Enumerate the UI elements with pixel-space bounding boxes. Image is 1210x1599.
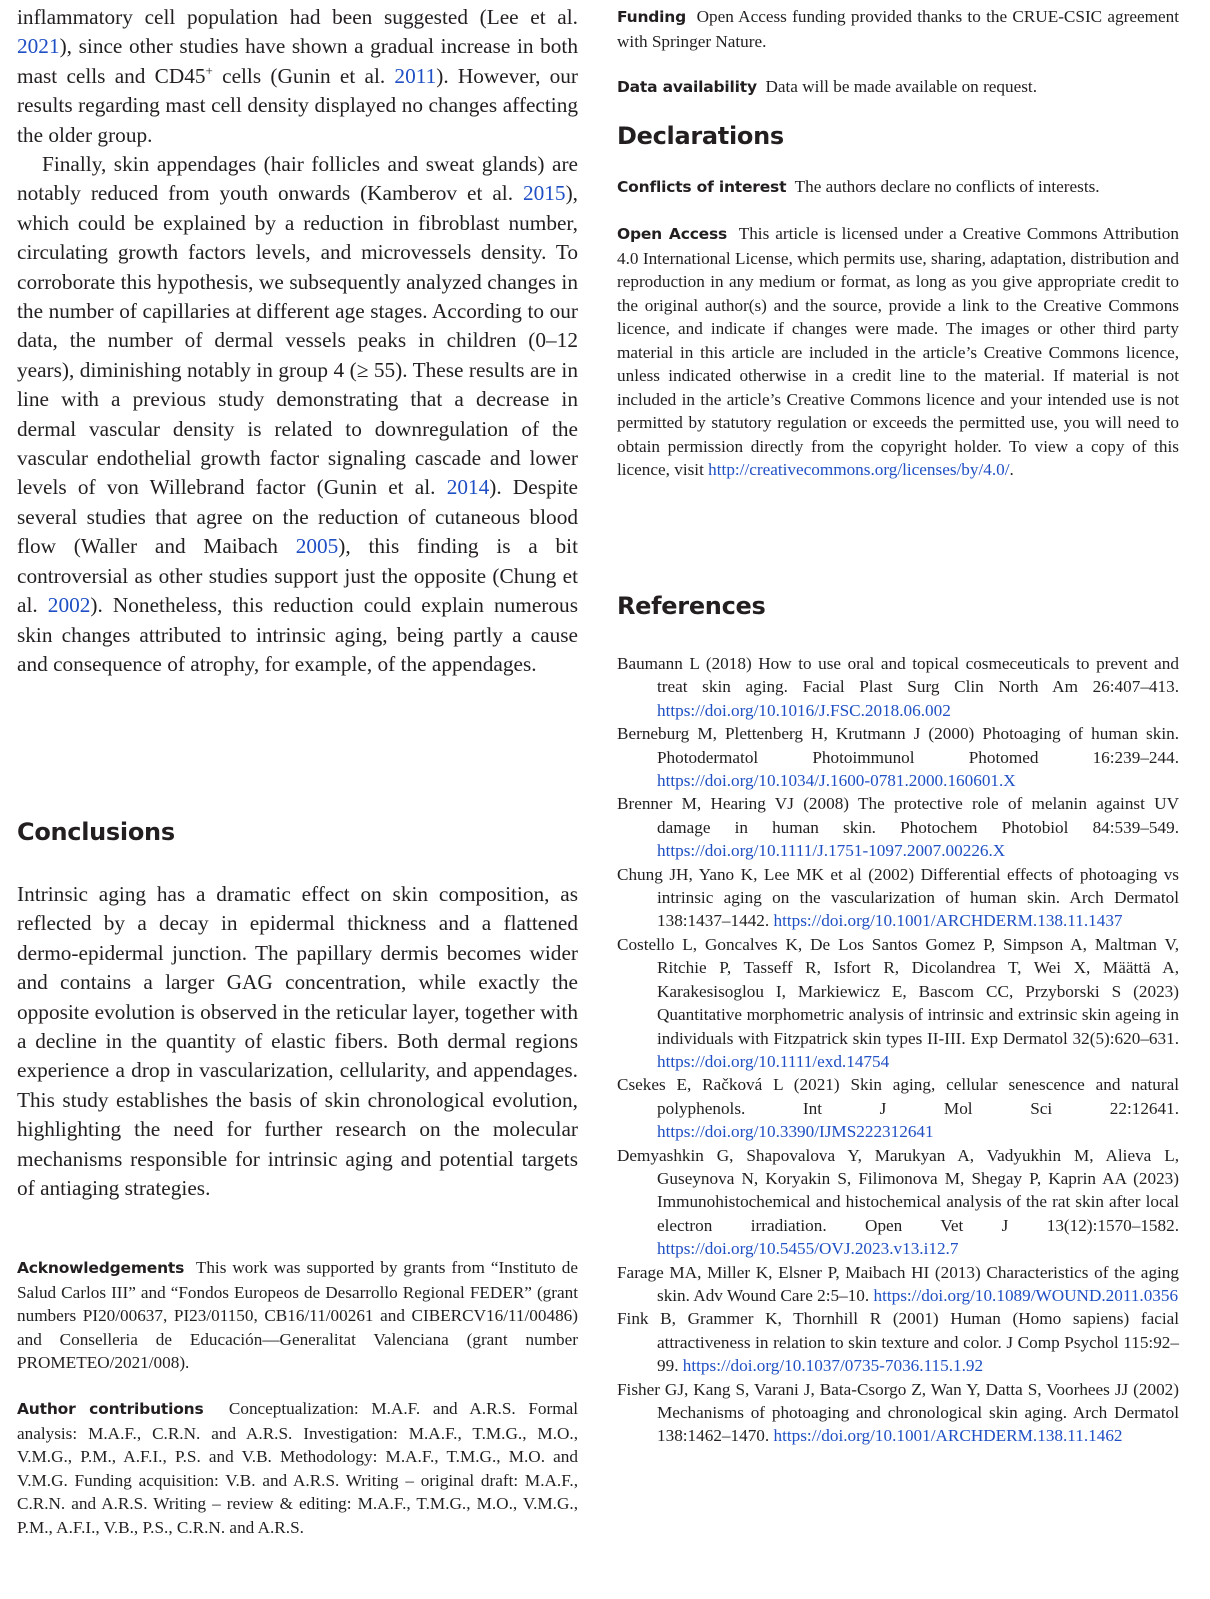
reference-item (617, 652, 1179, 722)
superscript: + (205, 62, 213, 78)
acknowledgements-label: Acknowledgements (17, 1259, 185, 1277)
conclusions-text: Intrinsic aging has a dramatic effect on skin composition, as reflected by a decay in epidermal thickness and a flattened dermo-epidermal junction. The papillary dermis becomes wider and contains a larger GAG concentration, while exactly the opposite evolution is observed in the reticular layer, together with a decline in the quantity of elastic fibers. Both dermal regions experience a drop in vascularization, cellularity, and appendages. This study establishes the basis of skin chronological evolution, highlighting the need for further research on the molecular mechanisms responsible for intrinsic aging and potential targets of antiaging strategies. (17, 882, 578, 1201)
reference-item (617, 1144, 1179, 1261)
reference-text: Csekes E, Račková L (2021) Skin aging, cellular senescence and natural polyphenols. Int J Mol Sci 22:12641. (617, 1075, 1179, 1118)
licence-link[interactable]: http://creativecommons.org/licenses/by/4.0/ (708, 460, 1010, 479)
citation-link[interactable]: 2011 (394, 63, 437, 88)
reference-item (617, 792, 1179, 862)
funding-label: Funding (617, 8, 687, 26)
reference-item (617, 1378, 1179, 1448)
author-contributions (17, 1397, 578, 1539)
reference-item (617, 863, 1179, 933)
reference-doi-link[interactable]: https://doi.org/10.1001/ARCHDERM.138.11.1437 (773, 911, 1123, 931)
reference-text: Brenner M, Hearing VJ (2008) The protective role of melanin against UV damage in human skin. Photochem Photobiol 84:539–549. (617, 794, 1179, 837)
acknowledgements-text: This work was supported by grants from “Instituto de Salud Carlos III” and “Fondos Europeos de Desarrollo Regional FEDER” (grant numbers PI20/00637, PI23/01150, CB16/11/00261 and CIBERCV16/11/00486) and Conselleria de Educación—Generalitat Valenciana (grant number PROMETEO/2021/008). (17, 1258, 578, 1372)
citation-link[interactable]: 2015 (522, 181, 566, 206)
data-availability-text: Data will be made available on request. (765, 77, 1038, 96)
reference-doi-link[interactable]: https://doi.org/10.1001/ARCHDERM.138.11.1462 (773, 1426, 1123, 1446)
reference-text: Farage MA, Miller K, Elsner P, Maibach HI (2013) Characteristics of the aging skin. Adv Wound Care 2:5–10. (617, 1262, 1179, 1305)
conflicts-text: The authors declare no conflicts of interests. (794, 177, 1100, 196)
author-contributions-text: Conceptualization: M.A.F. and A.R.S. Formal analysis: M.A.F., C.R.N. and A.R.S. Investigation: M.A.F., T.M.G., M.O., V.M.G., P.M., A.F.I., P.S. and V.B. Methodology: M.A.F., T.M.G., M.O. and V.M.G. Funding acquisition: V.B. and A.R.S. Writing – original draft: M.A.F., C.R.N. and A.R.S. Writing – review & editing: M.A.F., T.M.G., M.O., V.M.G., P.M., A.F.I., V.B., P.S., C.R.N. and A.R.S. (17, 1399, 578, 1537)
funding-text: Open Access funding provided thanks to the CRUE-CSIC agreement with Springer Nature. (617, 7, 1179, 51)
reference-doi-link[interactable]: https://doi.org/10.1111/exd.14754 (657, 1051, 890, 1071)
reference-doi-link[interactable]: https://doi.org/10.1037/0735-7036.115.1.92 (682, 1356, 984, 1376)
open-access-end: . (1009, 460, 1014, 479)
declarations-heading: Declarations (617, 122, 784, 150)
reference-doi-link[interactable]: https://doi.org/10.1111/J.1751-1097.2007.00226.X (657, 841, 1006, 861)
discussion-paragraph-1: inflammatory cell population had been suggested (Lee et al. 2021), since other studies have shown a gradual increase in both mast cells and CD45+ cells (Gunin et al. 2011). However, our results regarding mast cell density displayed no changes affecting the older group. (17, 5, 579, 147)
reference-text: Berneburg M, Plettenberg H, Krutmann J (2000) Photoaging of human skin. Photodermatol Photoimmunol Photomed 16:239–244. (617, 724, 1179, 767)
reference-text: Chung JH, Yano K, Lee MK et al (2002) Differential effects of photoaging vs intrinsic aging on the vascularization of human skin. Arch Dermatol 138:1437–1442. (617, 864, 1179, 931)
citation-link[interactable]: 2021 (17, 34, 60, 59)
data-availability (617, 75, 1179, 100)
reference-text: Demyashkin G, Shapovalova Y, Marukyan A, Vadyukhin M, Alieva L, Guseynova N, Koryakin S, Filimonova M, Shegay P, Kaprin AA (2023) Immunohistochemical and histochemical analysis of the rat skin after local electron irradiation. Open Vet J 13(12):1570–1582. (617, 1145, 1179, 1235)
reference-item (617, 1073, 1179, 1143)
reference-doi-link[interactable]: https://doi.org/10.1089/WOUND.2011.0356 (873, 1285, 1179, 1305)
reference-doi-link[interactable]: https://doi.org/10.5455/OVJ.2023.v13.i12.7 (657, 1239, 959, 1259)
conflicts-of-interest (617, 175, 1179, 200)
reference-text: Fink B, Grammer K, Thornhill R (2001) Human (Homo sapiens) facial attractiveness in relation to skin texture and color. J Comp Psychol 115:92–99. (617, 1309, 1179, 1376)
reference-list (617, 652, 1179, 1448)
reference-doi-link[interactable]: https://doi.org/10.3390/IJMS222312641 (657, 1122, 934, 1142)
reference-text: Fisher GJ, Kang S, Varani J, Bata-Csorgo Z, Wan Y, Datta S, Voorhees JJ (2002) Mechanisms of photoaging and chronological skin aging. Arch Dermatol 138:1462–1470. (617, 1379, 1179, 1446)
reference-item (617, 933, 1179, 1073)
paragraph-2-runs: Finally, skin appendages (hair follicles and sweat glands) are notably reduced from youth onwards (Kamberov et al. 2015), which could be explained by a reduction in fibroblast number, circulating growth factors levels, and microvessels density. To corroborate this hypothesis, we subsequently analyzed changes in the number of capillaries at different age stages. According to our data, the number of dermal vessels peaks in children (0–12 years), diminishing notably in group 4 (≥ 55). These results are in line with a previous study demonstrating that a decrease in dermal vascular density is related to downregulation of the vascular endothelial growth factor signaling cascade and lower levels of von Willebrand factor (Gunin et al. 2014). Despite several studies that agree on the reduction of cutaneous blood flow (Waller and Maibach 2005), this finding is a bit controversial as other studies support just the opposite (Chung et al. 2002). Nonetheless, this reduction could explain numerous skin changes attributed to intrinsic aging, being partly a cause and consequence of atrophy, for example, of the appendages. (17, 152, 578, 676)
conflicts-label: Conflicts of interest (617, 178, 787, 196)
data-availability-label: Data availability (617, 78, 757, 96)
funding (617, 5, 1179, 53)
reference-item (617, 722, 1179, 792)
open-access-text: This article is licensed under a Creative Commons Attribution 4.0 International License, which permits use, sharing, adaptation, distribution and reproduction in any medium or format, as long as you give appropriate credit to the original author(s) and the source, provide a link to the Creative Commons licence, and indicate if changes were made. The images or other third party material in this article are included in the article’s Creative Commons licence, unless indicated otherwise in a credit line to the material. If material is not included in the article’s Creative Commons licence and your intended use is not permitted by statutory regulation or exceeds the permitted use, you will need to obtain permission directly from the copyright holder. To view a copy of this licence, visit (617, 224, 1179, 479)
open-access-label: Open Access (617, 225, 728, 243)
references-heading: References (617, 592, 766, 620)
discussion-paragraph-2 (17, 150, 578, 679)
reference-doi-link[interactable]: https://doi.org/10.1034/J.1600-0781.2000.160601.X (657, 771, 1016, 791)
citation-link[interactable]: 2014 (446, 475, 490, 500)
open-access (617, 222, 1179, 482)
acknowledgements (17, 1256, 578, 1375)
reference-item (617, 1261, 1179, 1308)
reference-text: Baumann L (2018) How to use oral and topical cosmeceuticals to prevent and treat skin aging. Facial Plast Surg Clin North Am 26:407–413. (617, 654, 1179, 697)
reference-item (617, 1307, 1179, 1377)
author-contributions-label: Author contributions (17, 1400, 204, 1418)
conclusions-heading: Conclusions (17, 818, 175, 846)
citation-link[interactable]: 2002 (47, 593, 91, 618)
reference-doi-link[interactable]: https://doi.org/10.1016/J.FSC.2018.06.002 (657, 700, 951, 720)
citation-link[interactable]: 2005 (295, 534, 339, 559)
reference-text: Costello L, Goncalves K, De Los Santos Gomez P, Simpson A, Maltman V, Ritchie P, Tasseff R, Isfort R, Dicolandrea T, Wei X, Määttä A, Karakesisoglou I, Markiewicz E, Bascom CC, Przyborski S (2023) Quantitative morphometric analysis of intrinsic and extrinsic skin ageing in individuals with Fitzpatrick skin types II-III. Exp Dermatol 32(5):620–631. (617, 934, 1179, 1048)
